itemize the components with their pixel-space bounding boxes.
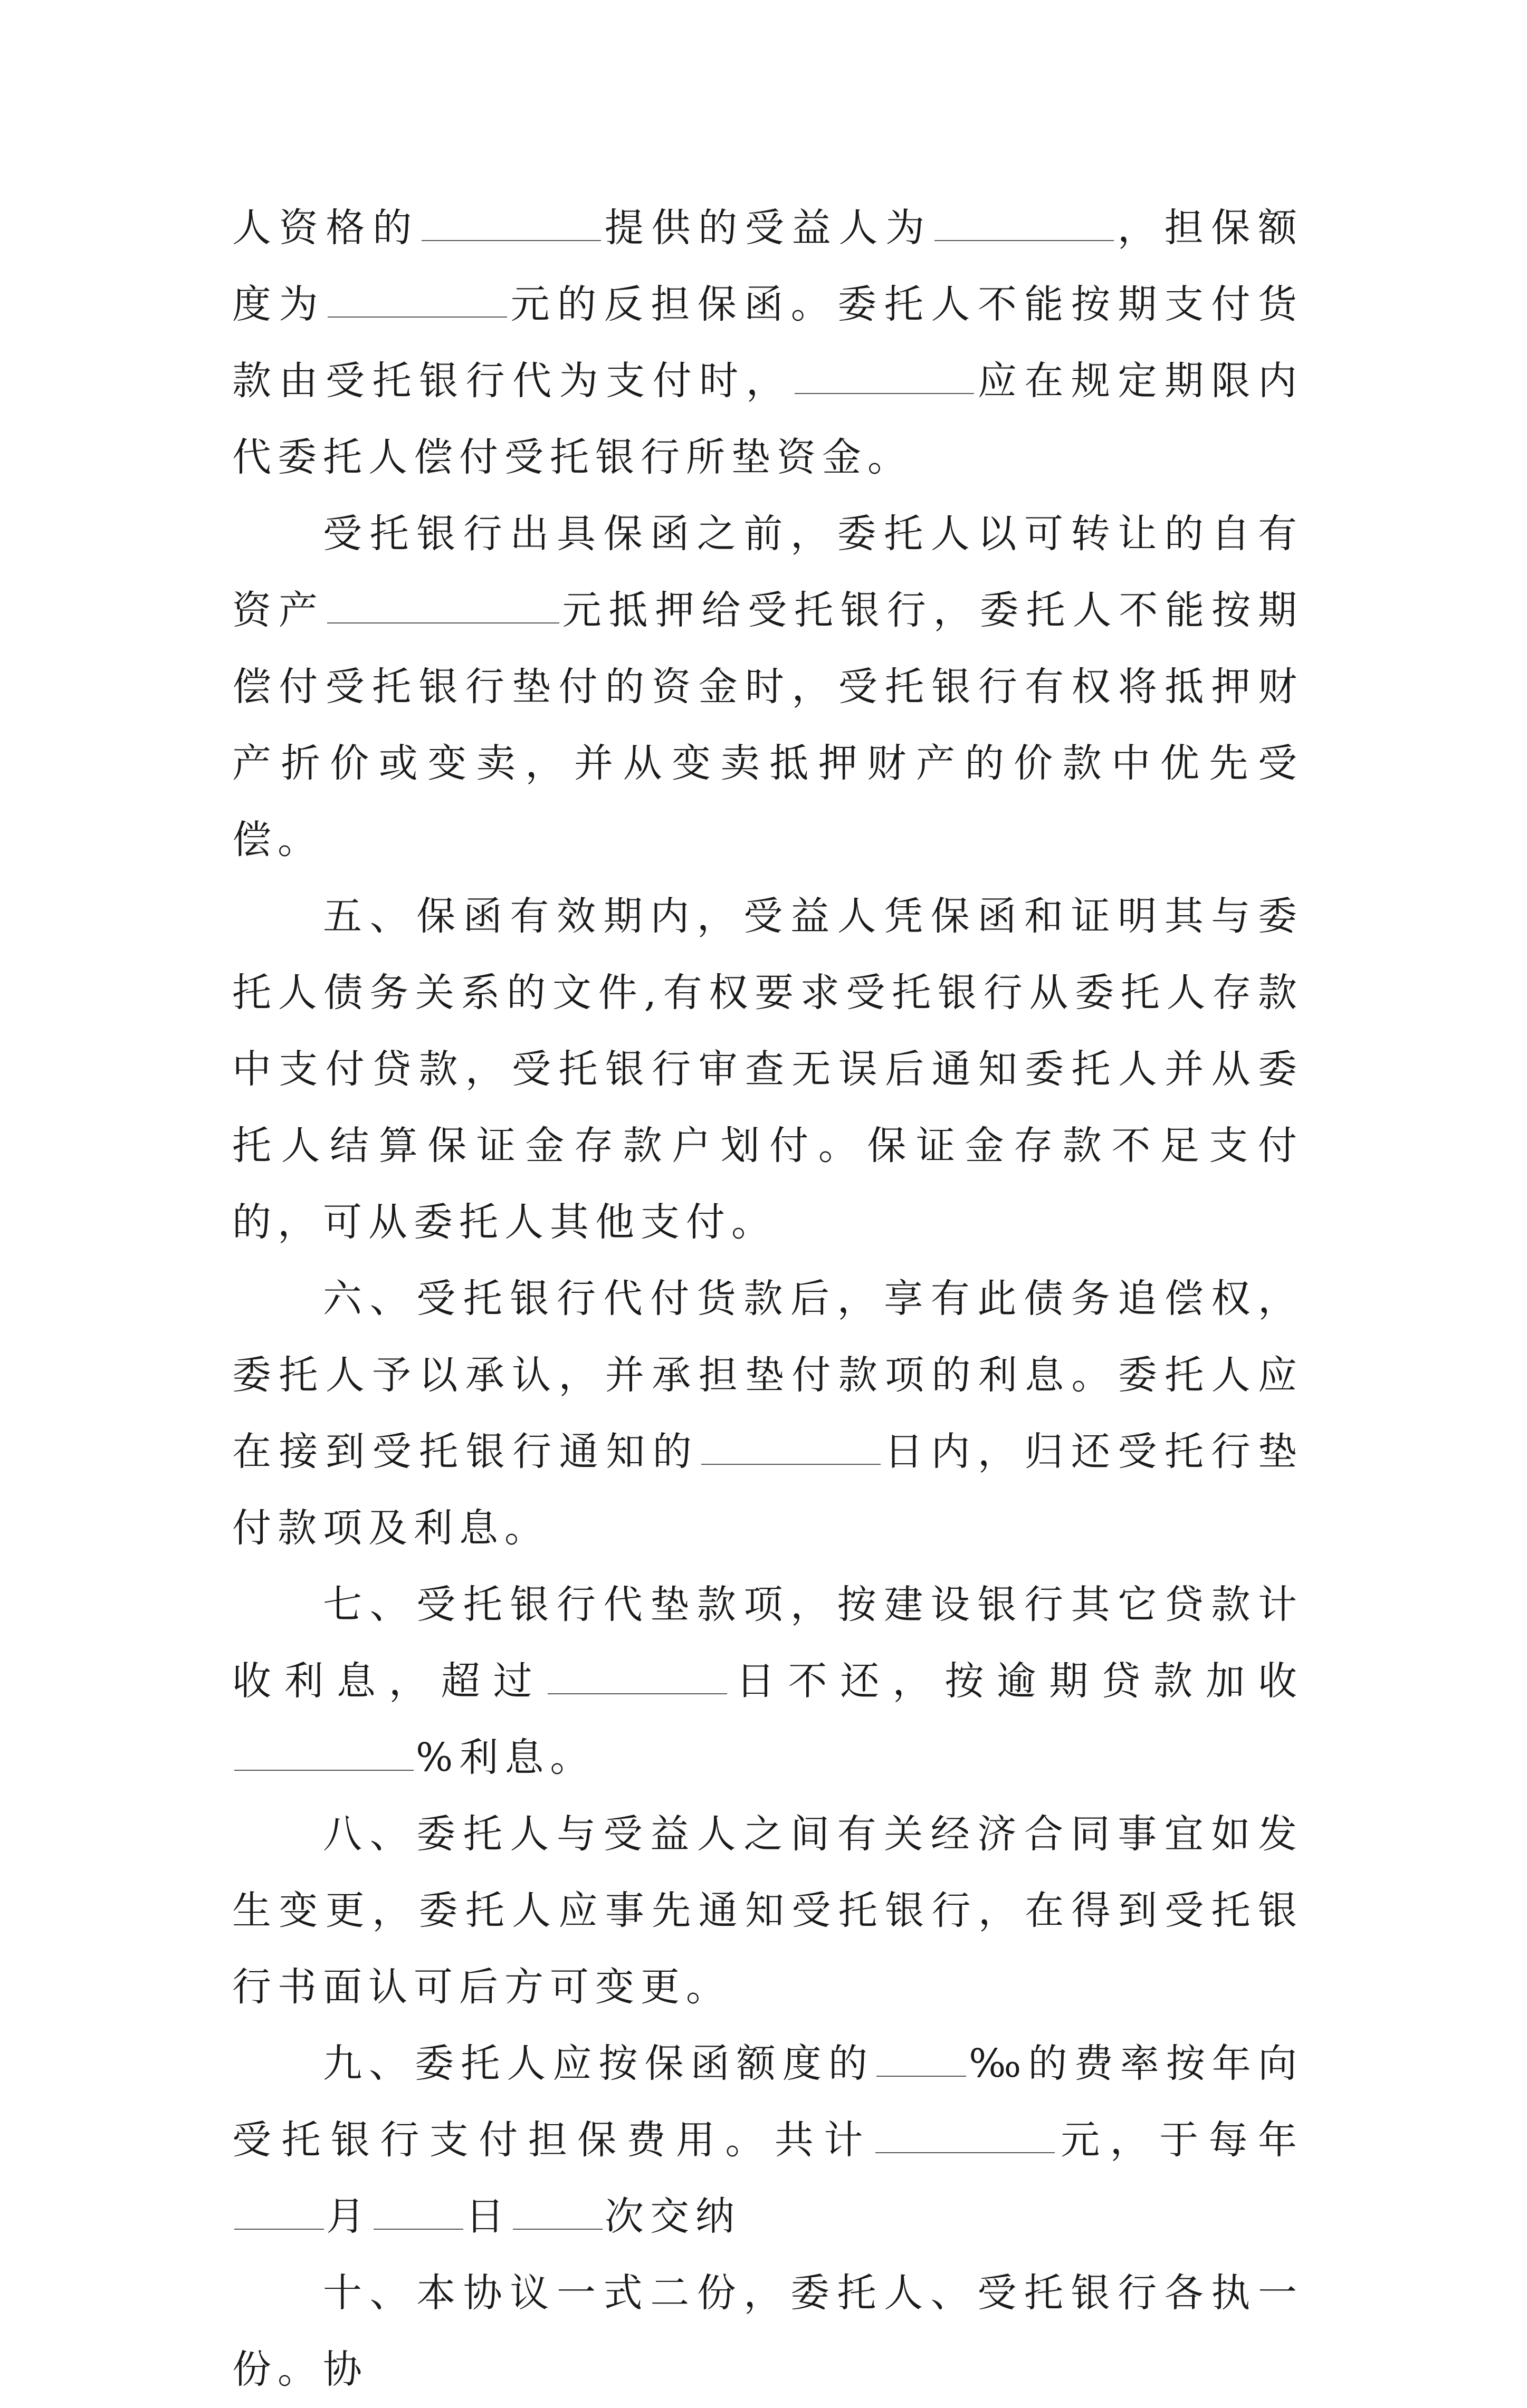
text-segment: 七、受托银行代垫款项，按建设银行其它贷款计收利息，超过: [232, 1582, 1303, 1704]
text-segment: 应在规定期限内代委托人偿付受托银行所垫资金。: [232, 358, 1304, 480]
text-segment: 六、受托银行代付货款后，享有此债务追偿权，委托人予以承认，并承担垫付款项的利息。委托人应在接到受托银行通知的: [232, 1276, 1303, 1474]
text-segment: ，担保额度为: [232, 205, 1303, 327]
text-segment: 五、保函有效期内，受益人凭保函和证明其与委托人债务关系的文件,有权要求受托银行从委托人存款中支付贷款，受托银行审查无误后通知委托人并从委托人结算保证金存款户划付。保证金存款不足支付的，可从委托人其他支付。: [232, 894, 1303, 1245]
agreement-body-text: [232, 190, 1303, 2408]
p-guarantee-cont: [232, 190, 1303, 496]
fill-in-blank: [328, 279, 507, 318]
text-segment: 元，于每年: [1056, 2117, 1304, 2163]
fill-in-blank: [513, 2191, 603, 2230]
text-segment: 受托银行出具保函之前，委托人以可转让的自有资产: [232, 511, 1303, 633]
fill-in-blank: [374, 2191, 463, 2230]
p-clause-6: [232, 1261, 1303, 1567]
text-segment: ‰的费率按年向受托银行支付担保费用。共计: [232, 2041, 1303, 2163]
fill-in-blank: [422, 202, 601, 241]
p-clause-10: [232, 2255, 1303, 2408]
fill-in-blank: [875, 2114, 1055, 2153]
text-segment: 日: [465, 2194, 511, 2239]
fill-in-blank: [234, 1732, 414, 1771]
p-clause-7: [232, 1567, 1303, 1796]
p-clause-8: [232, 1796, 1303, 2026]
fill-in-blank: [701, 1426, 881, 1465]
fill-in-blank: [234, 2191, 324, 2230]
p-clause-9: [232, 2026, 1303, 2255]
fill-in-blank: [876, 2038, 966, 2077]
text-segment: 十、本协议一式二份，委托人、受托银行各执一份。协: [232, 2270, 1303, 2392]
text-segment: 日内，归还受托行垫付款项及利息。: [232, 1429, 1304, 1551]
text-segment: 八、委托人与受益人之间有关经济合同事宜如发生变更，委托人应事先通知受托银行，在得到受托银行书面认可后方可变更。: [232, 1811, 1303, 2010]
text-segment: 九、委托人应按保函额度的: [323, 2041, 875, 2086]
text-segment: 提供的受益人为: [603, 205, 932, 251]
text-segment: 日不还，按逾期贷款加收: [729, 1658, 1304, 1704]
text-segment: 次交纳: [605, 2194, 741, 2239]
fill-in-blank: [795, 355, 974, 394]
p-mortgage: [232, 496, 1303, 878]
text-segment: 月: [326, 2194, 371, 2239]
text-segment: %利息。: [416, 1735, 596, 1780]
text-segment: 元的反担保函。委托人不能按期支付货款由受托银行代为支付时，: [232, 282, 1304, 404]
text-segment: 元抵押给受托银行，委托人不能按期偿付受托银行垫付的资金时，受托银行有权将抵押财产折价或变卖，并从变卖抵押财产的价款中优先受偿。: [232, 588, 1304, 862]
fill-in-blank: [934, 202, 1114, 241]
text-segment: 人资格的: [232, 205, 419, 251]
p-clause-5: [232, 878, 1303, 1261]
fill-in-blank: [548, 1655, 727, 1694]
fill-in-blank: [327, 584, 559, 623]
